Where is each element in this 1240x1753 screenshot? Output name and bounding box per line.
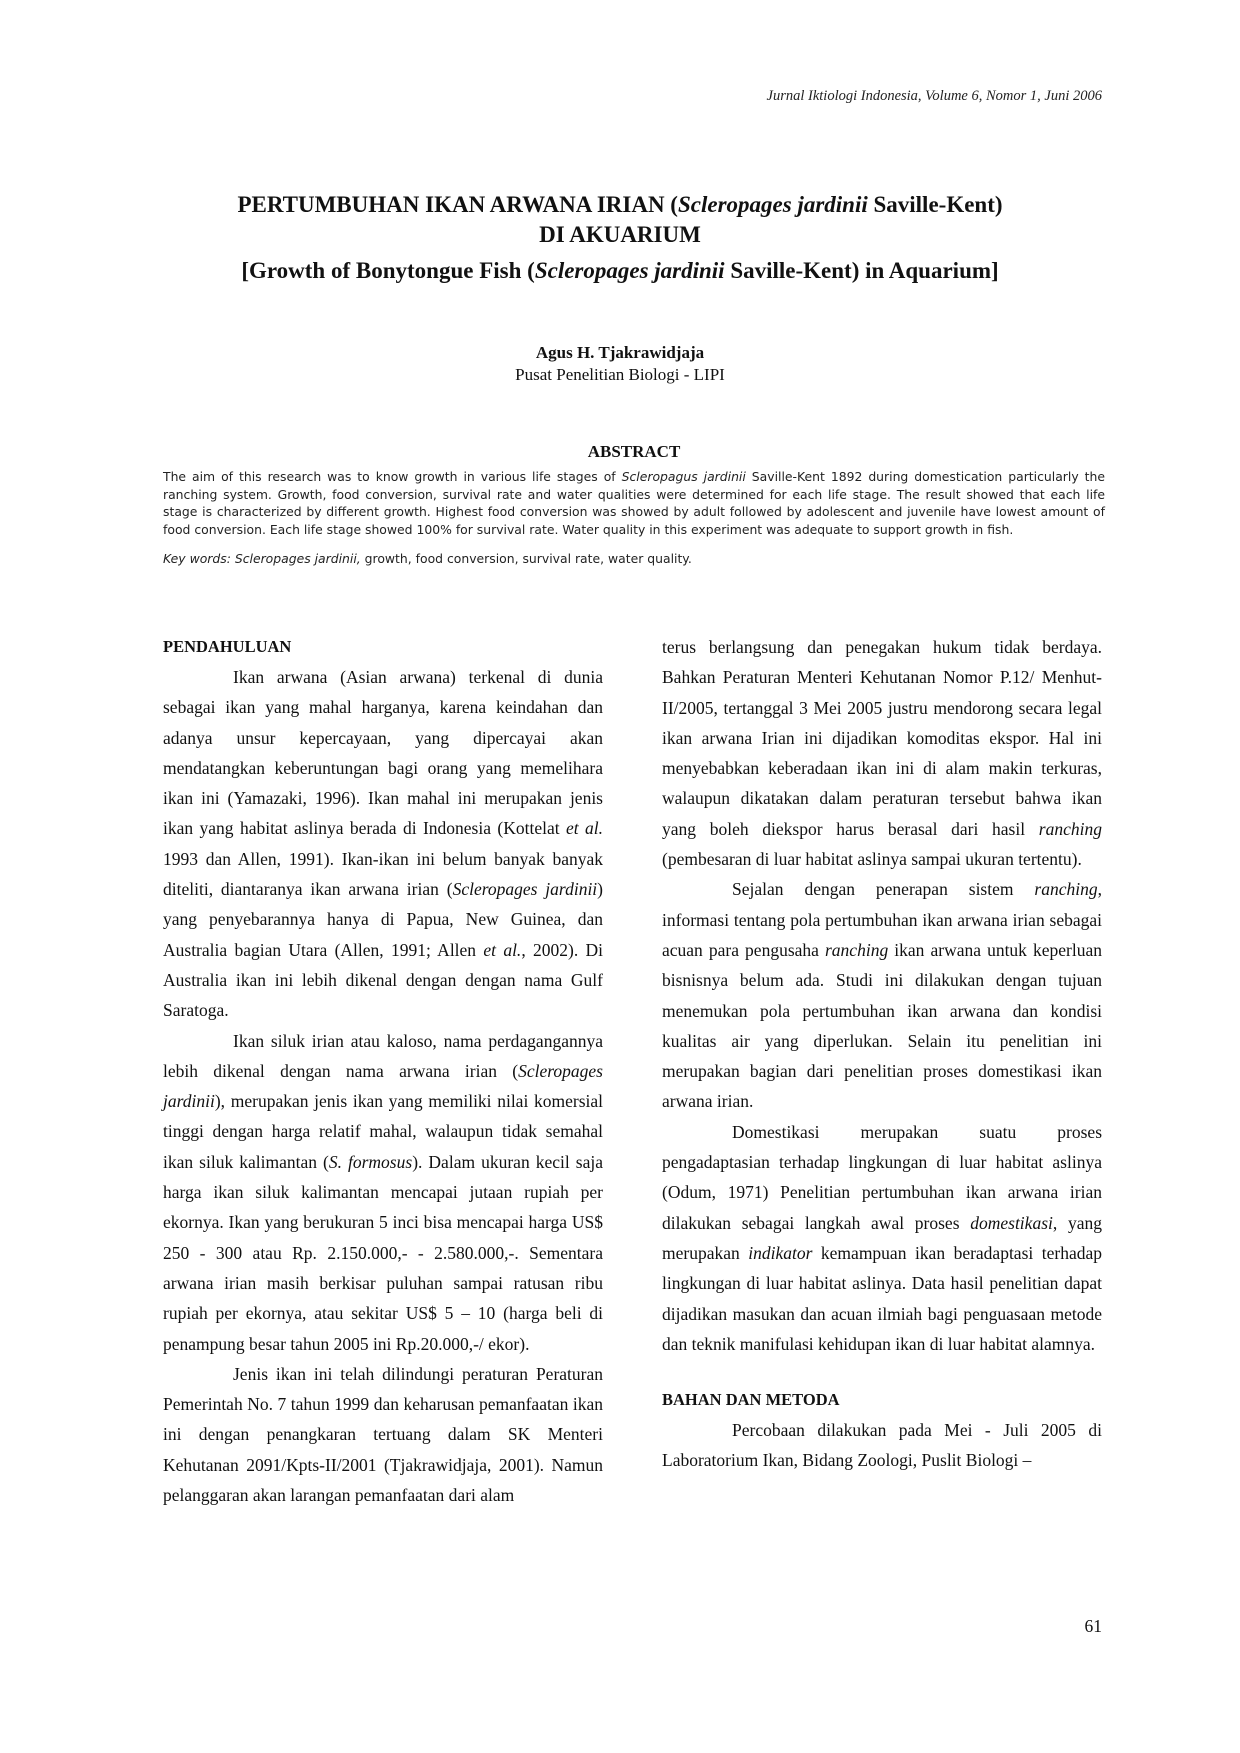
author-name: Agus H. Tjakrawidjaja [535, 343, 705, 362]
abstract-heading: ABSTRACT [587, 442, 681, 461]
title-species: Scleropages jardinii [677, 192, 868, 217]
paragraph: Ikan siluk irian atau kaloso, nama perdagangannya lebih dikenal dengan nama arwana irian (Scleropages jardinii), merupakan jenis ikan yang memiliki nilai komersial tinggi dengan harga relatif mahal, walaupun tidak semahal ikan siluk kalimantan (S. formosus). Dalam ukuran kecil saja harga ikan siluk kalimantan mencapai jutaan rupiah per ekornya. Ikan yang berukuran 5 inci bisa mencapai harga US$ 250 - 300 atau Rp. 2.150.000,- - 2.580.000,-. Sementara arwana irian masih berkisar puluhan sampai ratusan ribu rupiah per ekornya, atau sekitar US$ 5 – 10 (harga beli di penampung besar tahun 2005 ini Rp.20.000,-/ ekor). [163, 1030, 603, 1354]
paragraph: Domestikasi merupakan suatu proses pengadaptasian terhadap lingkungan di luar habitat aslinya (Odum, 1971) Penelitian pertumbuhan ikan arwana irian dilakukan sebagai langkah awal proses domestikasi, yang merupakan indikator kemampuan ikan beradaptasi terhadap lingkungan di luar habitat aslinya. Data hasil penelitian dapat dijadikan masukan dan acuan ilmiah bagi penguasaan metode dan teknik manifulasi kehidupan ikan di luar habitat alamnya. [662, 1121, 1102, 1354]
right-column [662, 632, 1102, 1476]
author-block [0, 342, 1240, 386]
paragraph: Jenis ikan ini telah dilindungi peraturan Peraturan Pemerintah No. 7 tahun 1999 dan keharusan pemanfaatan ikan ini dengan penangkaran tertuang dalam SK Menteri Kehutanan 2091/Kpts-II/2001 (Tjakrawidjaja, 2001). Namun pelanggaran akan larangan pemanfaatan dari alam [163, 1363, 603, 1506]
paragraph: terus berlangsung dan penegakan hukum tidak berdaya. Bahkan Peraturan Menteri Kehutanan Nomor P.12/ Menhut-II/2005, tertanggal 3 Mei 2005 justru mendorong secara legal ikan arwana Irian ini dijadikan komoditas ekspor. Hal ini menyebabkan keberadaan ikan ini di alam makin terkuras, walaupun dikatakan dalam peraturan tersebut bahwa ikan yang boleh diekspor harus berasal dari hasil ranching (pembesaran di luar habitat aslinya sampai ukuran tertentu). [662, 637, 1102, 870]
title-indonesian: PERTUMBUHAN IKAN ARWANA IRIAN (Scleropages jardinii Saville-Kent) [237, 192, 1003, 217]
abstract-text: The aim of this research was to know growth in various life stages of Scleropagus jardinii Saville-Kent 1892 during domestication particularly the ranching system. Growth, food conversion, survival rate and water qualities were determined for each life stage. The result showed that each life stage is characterized by different growth. Highest food conversion was showed by adult followed by adolescent and juvenile have lowest amount of food conversion. Each life stage showed 100% for survival rate. Water quality in this experiment was adequate to support growth in fish. [163, 469, 1105, 537]
section-heading-pendahuluan: PENDAHULUAN [163, 637, 292, 656]
title-block [0, 190, 1240, 286]
title-indonesian-line2: DI AKUARIUM [539, 222, 701, 247]
journal-header: Jurnal Iktiologi Indonesia, Volume 6, Nomor 1, Juni 2006 [766, 88, 1102, 104]
section-gap [662, 1359, 1102, 1385]
paragraph: Sejalan dengan penerapan sistem ranching, informasi tentang pola pertumbuhan ikan arwana irian sebagai acuan para pengusaha ranching ikan arwana untuk keperluan bisnisnya belum ada. Studi ini dilakukan dengan tujuan menemukan pola pertumbuhan ikan arwana dan kondisi kualitas air yang diperlukan. Selain itu penelitian ini merupakan bagian dari penelitian proses domestikasi ikan arwana irian. [662, 879, 1102, 1112]
author-affiliation: Pusat Penelitian Biologi - LIPI [515, 365, 725, 384]
left-column [163, 632, 603, 1510]
page-number: 61 [1084, 1616, 1102, 1636]
paragraph: Percobaan dilakukan pada Mei - Juli 2005 di Laboratorium Ikan, Bidang Zoologi, Puslit Biologi – [662, 1420, 1102, 1471]
keywords-label: Key words: [163, 551, 231, 566]
keywords: Key words: Scleropages jardinii, growth, food conversion, survival rate, water quality. [163, 551, 692, 566]
title-en-species: Scleropages jardinii [534, 258, 725, 283]
abstract-section [163, 442, 1105, 567]
section-heading-bahan-dan-metoda: BAHAN DAN METODA [662, 1390, 840, 1410]
paragraph: Ikan arwana (Asian arwana) terkenal di dunia sebagai ikan yang mahal harganya, karena keindahan dan adanya unsur kepercayaan, yang dipercayai akan mendatangkan keberuntungan bagi orang yang memelihara ikan ini (Yamazaki, 1996). Ikan mahal ini merupakan jenis ikan yang habitat aslinya berada di Indonesia (Kottelat et al. 1993 dan Allen, 1991). Ikan-ikan ini belum banyak banyak diteliti, diantaranya ikan arwana irian (Scleropages jardinii) yang penyebarannya hanya di Papua, New Guinea, dan Australia bagian Utara (Allen, 1991; Allen et al., 2002). Di Australia ikan ini lebih dikenal dengan dengan nama Gulf Saratoga. [163, 667, 604, 1021]
title-english: [Growth of Bonytongue Fish (Scleropages jardinii Saville-Kent) in Aquarium] [241, 258, 999, 283]
